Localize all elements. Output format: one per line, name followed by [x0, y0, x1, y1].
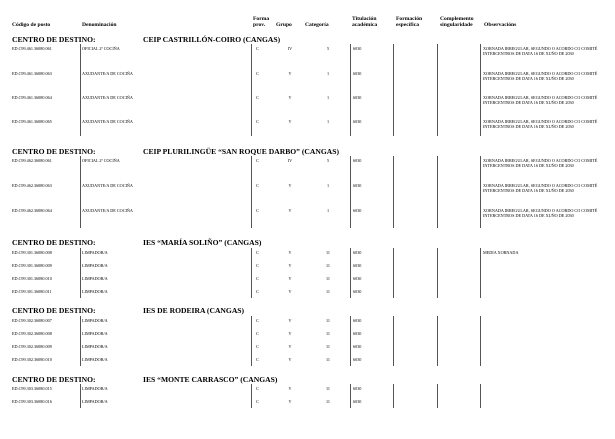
header-grupo: Grupo [276, 22, 292, 28]
header-complemento [440, 16, 474, 28]
header-complemento-line1: Complemento [440, 16, 474, 22]
cell-categoria: 11 [325, 289, 331, 294]
cell-grupo: IV [287, 46, 293, 51]
cell-denominacion: LIMPADOR/A [82, 331, 108, 336]
cell-code: ED.C99.461.36080.065 [12, 119, 52, 124]
cell-grupo: V [288, 250, 292, 255]
header-complemento-line2: singularidade [440, 22, 473, 28]
cell-categoria: 11 [325, 357, 331, 362]
header-observacions: Observacións [484, 22, 517, 28]
column-rule [80, 248, 81, 298]
cell-forma: C [256, 250, 259, 255]
cell-denominacion: OFICIAL 2ª COCIÑA [82, 46, 120, 51]
header-denominacion: Denominación [82, 22, 117, 28]
cell-forma: C [256, 357, 259, 362]
cell-forma: C [256, 276, 259, 281]
center-name: IES “MARÍA SOLIÑO” (CANGAS) [143, 238, 262, 247]
cell-categoria: 11 [325, 318, 331, 323]
cell-forma: C [256, 158, 259, 163]
center-name: CEIP CASTRILLÓN-COIRO (CANGAS) [143, 35, 281, 44]
column-rule [251, 384, 252, 408]
cell-categoria: 1 [326, 119, 330, 124]
cell-categoria: 11 [325, 276, 331, 281]
cell-forma: C [256, 183, 259, 188]
cell-code: ED.C99.301.36080.011 [12, 289, 52, 294]
cell-titulacion: 6030 [353, 208, 362, 213]
cell-grupo: V [288, 183, 292, 188]
column-rule [393, 384, 394, 408]
column-rule [437, 248, 438, 298]
cell-forma: C [256, 208, 259, 213]
cell-grupo: V [288, 71, 292, 76]
cell-denominacion: LIMPADOR/A [82, 399, 108, 404]
cell-code: ED.C99.302.36080.010 [12, 357, 52, 362]
cell-forma: C [256, 263, 259, 268]
cell-grupo: IV [287, 158, 293, 163]
cell-code: ED.C99.461.36080.064 [12, 95, 52, 100]
cell-titulacion: 6030 [353, 71, 362, 76]
column-rule [80, 44, 81, 136]
column-rule [80, 156, 81, 228]
cell-denominacion: AXUDANTE/A DE COCIÑA [82, 208, 133, 213]
column-rule [251, 316, 252, 366]
cell-titulacion: 6030 [353, 119, 362, 124]
cell-forma: C [256, 119, 259, 124]
cell-denominacion: LIMPADOR/A [82, 386, 108, 391]
cell-categoria: 5 [326, 158, 330, 163]
center-label: CENTRO DE DESTINO: [12, 375, 96, 384]
cell-forma: C [256, 331, 259, 336]
cell-titulacion: 6030 [353, 263, 362, 268]
cell-observacions: XORNADA IRREGULAR, SEGUNDO O ACORDO CO COMITÉ INTERCENTROS DE DATA 16 DE XUÑO DE 2030 [483, 183, 598, 194]
cell-code: ED.C99.303.36080.015 [12, 386, 52, 391]
cell-categoria: 11 [325, 399, 331, 404]
column-rule [251, 156, 252, 228]
cell-grupo: V [288, 276, 292, 281]
cell-categoria: 1 [326, 71, 330, 76]
header-formacion [396, 16, 422, 28]
header-codigo: Código de posto [12, 22, 51, 28]
cell-titulacion: 6030 [353, 344, 362, 349]
cell-categoria: 1 [326, 183, 330, 188]
cell-code: ED.C99.302.36080.008 [12, 331, 52, 336]
cell-observacions: MEDIA XORNADA [483, 250, 519, 255]
cell-denominacion: AXUDANTE/A DE COCIÑA [82, 119, 133, 124]
header-formacion-line1: Formación [396, 16, 423, 22]
cell-titulacion: 6030 [353, 183, 362, 188]
cell-denominacion: AXUDANTE/A DE COCIÑA [82, 71, 133, 76]
cell-titulacion: 6030 [353, 276, 362, 281]
cell-forma: C [256, 95, 259, 100]
header-categoria: Categoría [305, 22, 329, 28]
cell-categoria: 11 [325, 386, 331, 391]
cell-code: ED.C99.461.36080.061 [12, 46, 52, 51]
column-rule [251, 44, 252, 136]
cell-denominacion: LIMPADOR/A [82, 289, 108, 294]
cell-categoria: 11 [325, 344, 331, 349]
cell-code: ED.C99.302.36080.007 [12, 318, 52, 323]
cell-denominacion: LIMPADOR/A [82, 263, 108, 268]
cell-categoria: 1 [326, 208, 330, 213]
cell-grupo: V [288, 357, 292, 362]
cell-observacions: XORNADA IRREGULAR, SEGUNDO O ACORDO CO COMITÉ INTERCENTROS DE DATA 16 DE XUÑO DE 2030 [483, 208, 598, 219]
cell-denominacion: LIMPADOR/A [82, 276, 108, 281]
cell-denominacion: LIMPADOR/A [82, 357, 108, 362]
column-rule [350, 248, 351, 298]
column-rule [393, 248, 394, 298]
column-rule [80, 316, 81, 366]
cell-code: ED.C99.301.36080.010 [12, 276, 52, 281]
cell-grupo: V [288, 318, 292, 323]
cell-titulacion: 6030 [353, 318, 362, 323]
cell-denominacion: AXUDANTE/A DE COCIÑA [82, 95, 133, 100]
cell-forma: C [256, 344, 259, 349]
cell-forma: C [256, 71, 259, 76]
cell-forma: C [256, 46, 259, 51]
cell-code: ED.C99.302.36080.009 [12, 344, 52, 349]
header-formacion-line2: específica [396, 22, 419, 28]
column-rule [393, 156, 394, 228]
cell-code: ED.C99.303.36080.016 [12, 399, 52, 404]
cell-code: ED.C99.301.36080.009 [12, 263, 52, 268]
header-titulacion-line2: académica [352, 22, 378, 28]
cell-titulacion: 6030 [353, 250, 362, 255]
cell-categoria: 11 [325, 263, 331, 268]
cell-grupo: V [288, 289, 292, 294]
cell-titulacion: 6030 [353, 386, 362, 391]
cell-code: ED.C99.462.36080.061 [12, 158, 52, 163]
cell-denominacion: OFICIAL 2ª COCIÑA [82, 158, 120, 163]
cell-grupo: V [288, 386, 292, 391]
cell-titulacion: 6030 [353, 289, 362, 294]
column-rule [350, 316, 351, 366]
cell-forma: C [256, 386, 259, 391]
cell-categoria: 11 [325, 331, 331, 336]
cell-titulacion: 6030 [353, 95, 362, 100]
center-name: IES “MONTE CARRASCO” (CANGAS) [143, 375, 278, 384]
cell-categoria: 1 [326, 95, 330, 100]
center-label: CENTRO DE DESTINO: [12, 35, 96, 44]
header-titulacion-line1: Titulación [352, 16, 377, 22]
center-label: CENTRO DE DESTINO: [12, 238, 96, 247]
column-rule [251, 248, 252, 298]
cell-titulacion: 6030 [353, 399, 362, 404]
cell-observacions: XORNADA IRREGULAR, SEGUNDO O ACORDO CO COMITÉ INTERCENTROS DE DATA 16 DE XUÑO DE 2030 [483, 119, 598, 130]
header-forma [253, 16, 269, 28]
cell-observacions: XORNADA IRREGULAR, SEGUNDO O ACORDO CO COMITÉ INTERCENTROS DE DATA 16 DE XUÑO DE 2030 [483, 46, 598, 57]
cell-denominacion: LIMPADOR/A [82, 344, 108, 349]
column-rule [437, 316, 438, 366]
cell-grupo: V [288, 331, 292, 336]
cell-titulacion: 6030 [353, 158, 362, 163]
center-name: CEIP PLURILINGÜE “SAN ROQUE DARBO” (CANGAS) [143, 147, 339, 156]
cell-denominacion: LIMPADOR/A [82, 318, 108, 323]
center-label: CENTRO DE DESTINO: [12, 147, 96, 156]
column-rule [350, 156, 351, 228]
cell-code: ED.C99.461.36080.063 [12, 71, 52, 76]
column-rule [350, 384, 351, 408]
header-titulacion [352, 16, 377, 28]
column-rule [350, 44, 351, 136]
column-rule [437, 156, 438, 228]
cell-denominacion: LIMPADOR/A [82, 250, 108, 255]
cell-forma: C [256, 289, 259, 294]
column-rule [480, 156, 481, 228]
header-forma-line1: Forma [253, 16, 270, 22]
cell-titulacion: 6030 [353, 357, 362, 362]
column-rule [437, 44, 438, 136]
cell-code: ED.C99.462.36080.064 [12, 208, 52, 213]
cell-denominacion: AXUDANTE/A DE COCIÑA [82, 183, 133, 188]
cell-grupo: V [288, 399, 292, 404]
cell-grupo: V [288, 119, 292, 124]
column-rule [480, 248, 481, 298]
column-rule [437, 384, 438, 408]
cell-categoria: 11 [325, 250, 331, 255]
cell-code: ED.C99.462.36080.063 [12, 183, 52, 188]
column-rule [393, 44, 394, 136]
cell-grupo: V [288, 208, 292, 213]
cell-grupo: V [288, 263, 292, 268]
cell-grupo: V [288, 95, 292, 100]
column-rule [80, 384, 81, 408]
column-rule [480, 316, 481, 366]
cell-code: ED.C99.301.36080.008 [12, 250, 52, 255]
cell-categoria: 5 [326, 46, 330, 51]
cell-titulacion: 6030 [353, 46, 362, 51]
column-rule [480, 44, 481, 136]
cell-grupo: V [288, 344, 292, 349]
center-label: CENTRO DE DESTINO: [12, 306, 96, 315]
cell-observacions: XORNADA IRREGULAR, SEGUNDO O ACORDO CO COMITÉ INTERCENTROS DE DATA 16 DE XUÑO DE 2030 [483, 71, 598, 82]
cell-forma: C [256, 318, 259, 323]
cell-titulacion: 6030 [353, 331, 362, 336]
header-forma-line2: prov. [253, 22, 266, 28]
cell-forma: C [256, 399, 259, 404]
column-rule [393, 316, 394, 366]
cell-observacions: XORNADA IRREGULAR, SEGUNDO O ACORDO CO COMITÉ INTERCENTROS DE DATA 16 DE XUÑO DE 2030 [483, 158, 598, 169]
column-rule [480, 384, 481, 408]
center-name: IES DE RODEIRA (CANGAS) [143, 306, 245, 315]
cell-observacions: XORNADA IRREGULAR, SEGUNDO O ACORDO CO COMITÉ INTERCENTROS DE DATA 16 DE XUÑO DE 2030 [483, 95, 598, 106]
